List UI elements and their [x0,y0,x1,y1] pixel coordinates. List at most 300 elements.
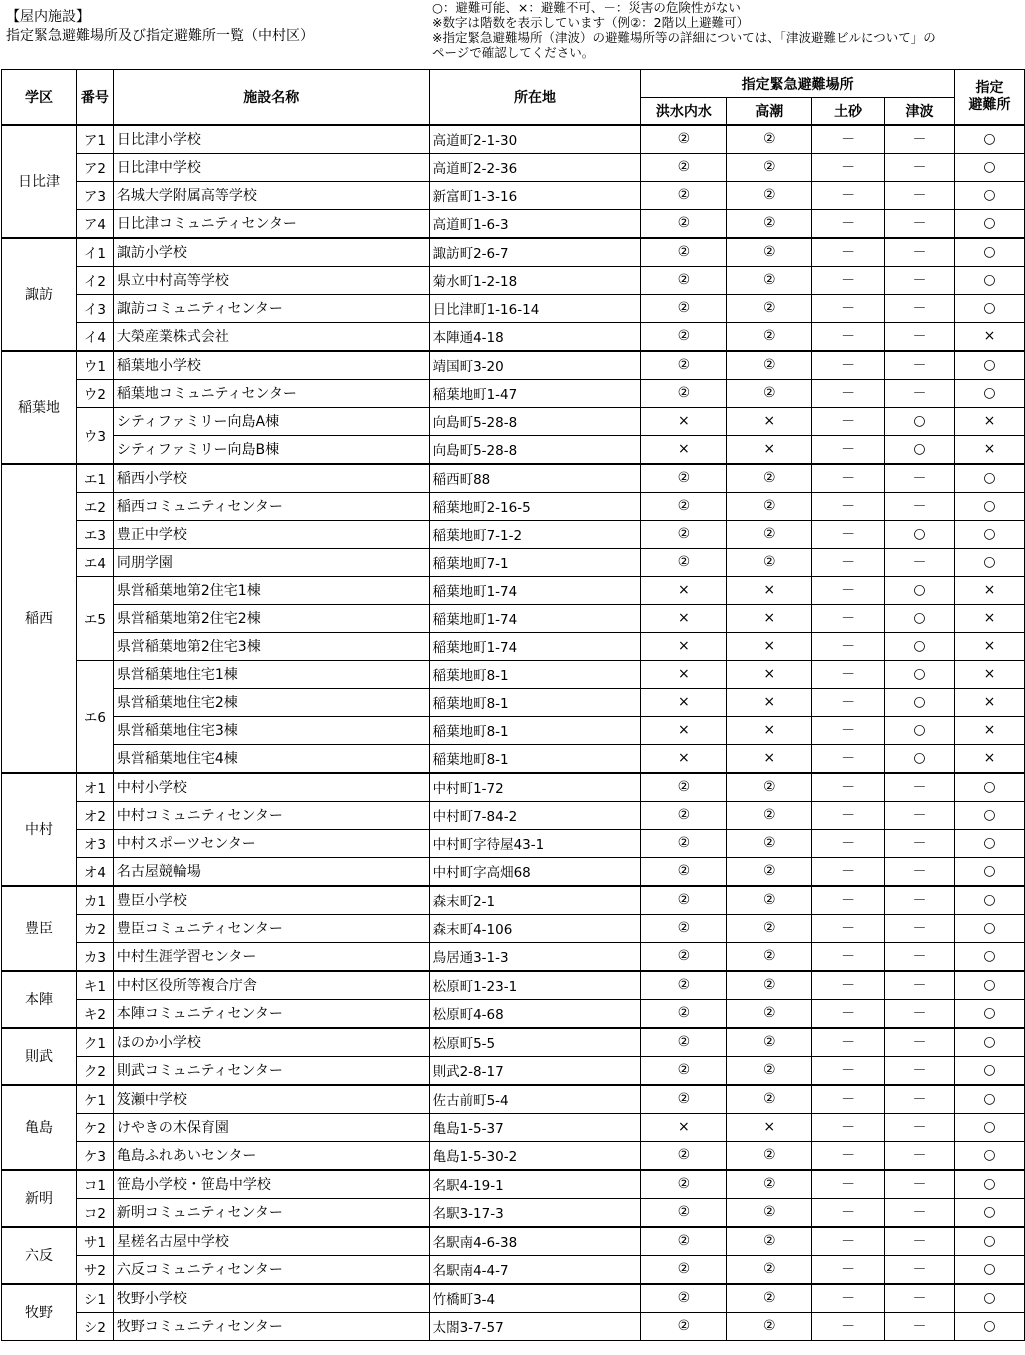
landslide-cell: － [812,1085,885,1114]
tide-cell: × [727,744,812,773]
shelter-cell: × [954,688,1024,716]
table-row [2,886,1025,915]
number-cell: キ1 [76,971,113,1000]
address-cell: 高道町2-1-30 [429,125,641,154]
flood-cell: ② [641,886,727,915]
address-cell: 稲葉地町8-1 [429,716,641,744]
landslide-cell: － [812,576,885,604]
address-cell: 向島町5-28-8 [429,407,641,435]
tsunami-cell: － [885,153,955,181]
facility-name-cell: 県営稲葉地住宅2棟 [113,688,429,716]
table-row [2,576,1025,604]
landslide-cell: － [812,660,885,688]
note-floor: ※数字は階数を表示しています（例②：2階以上避難可） [432,15,750,30]
table-row [2,266,1025,294]
flood-cell: ② [641,1085,727,1114]
facility-name-cell: 則武コミュニティセンター [113,1056,429,1085]
district-cell: 稲葉地 [2,351,77,464]
tide-cell: × [727,407,812,435]
facility-name-cell: 牧野小学校 [113,1284,429,1313]
landslide-cell: － [812,435,885,464]
note-tsunami: ※指定緊急避難場所（津波）の避難場所等の詳細については、「津波避難ビルについて」の [432,30,936,45]
flood-cell: ② [641,209,727,238]
district-cell: 牧野 [2,1284,77,1341]
table-row [2,464,1025,493]
landslide-cell: － [812,914,885,942]
flood-cell: ② [641,322,727,351]
tide-cell: ② [727,1028,812,1057]
tsunami-cell: － [885,1198,955,1227]
landslide-cell: － [812,379,885,407]
facility-name-cell: けやきの木保育園 [113,1113,429,1141]
col-shelter-line2: 避難所 [968,96,1011,113]
shelter-table [1,69,1025,1341]
flood-cell: ② [641,153,727,181]
number-cell: エ1 [76,464,113,493]
number-cell: ア3 [76,181,113,209]
landslide-cell: － [812,181,885,209]
address-cell: 稲葉地町7-1 [429,548,641,576]
facility-name-cell: 県営稲葉地住宅4棟 [113,744,429,773]
flood-cell: ② [641,914,727,942]
flood-cell: ② [641,1028,727,1057]
address-cell: 佐古前町5-4 [429,1085,641,1114]
tide-cell: ② [727,548,812,576]
flood-cell: × [641,407,727,435]
tide-cell: ② [727,857,812,886]
table-row [2,1085,1025,1114]
facility-name-cell: 県立中村高等学校 [113,266,429,294]
facility-name-cell: 豊正中学校 [113,520,429,548]
table-row [2,125,1025,154]
tsunami-cell: － [885,181,955,209]
facility-name-cell: 諏訪コミュニティセンター [113,294,429,322]
landslide-cell: － [812,632,885,660]
landslide-cell: － [812,464,885,493]
address-cell: 松原町5-5 [429,1028,641,1057]
shelter-cell: × [954,322,1024,351]
address-cell: 名駅4-19-1 [429,1170,641,1199]
tsunami-cell: － [885,1170,955,1199]
number-cell: コ2 [76,1198,113,1227]
landslide-cell: － [812,238,885,267]
col-shelter [954,70,1024,125]
tsunami-cell: － [885,857,955,886]
tsunami-cell: － [885,266,955,294]
landslide-cell: － [812,492,885,520]
tsunami-cell: － [885,379,955,407]
table-row [2,773,1025,802]
tsunami-cell: － [885,1113,955,1141]
facility-name-cell: 中村生涯学習センター [113,942,429,971]
table-row [2,520,1025,548]
facility-name-cell: 豊臣コミュニティセンター [113,914,429,942]
tide-cell: ② [727,125,812,154]
tsunami-cell: ○ [885,688,955,716]
section-label: 【屋内施設】 [6,9,90,25]
table-row [2,660,1025,688]
table-row [2,801,1025,829]
flood-cell: ② [641,266,727,294]
table-row [2,1028,1025,1057]
landslide-cell: － [812,942,885,971]
shelter-cell: ○ [954,857,1024,886]
tide-cell: ② [727,914,812,942]
landslide-cell: － [812,1198,885,1227]
flood-cell: ② [641,379,727,407]
flood-cell: ② [641,1227,727,1256]
tide-cell: ② [727,1141,812,1170]
address-cell: 稲葉地町1-47 [429,379,641,407]
landslide-cell: － [812,1284,885,1313]
flood-cell: × [641,435,727,464]
table-row [2,1227,1025,1256]
facility-name-cell: 同朋学園 [113,548,429,576]
tsunami-cell: － [885,1085,955,1114]
tsunami-cell: － [885,548,955,576]
note-tsunami-cont: ページで確認してください。 [432,45,595,60]
flood-cell: ② [641,181,727,209]
facility-name-cell: 大榮産業株式会社 [113,322,429,351]
facility-name-cell: 亀島ふれあいセンター [113,1141,429,1170]
tide-cell: ② [727,294,812,322]
facility-name-cell: 日比津コミュニティセンター [113,209,429,238]
col-district: 学区 [2,70,77,125]
facility-name-cell: 県営稲葉地第2住宅2棟 [113,604,429,632]
address-cell: 名駅3-17-3 [429,1198,641,1227]
shelter-cell: × [954,716,1024,744]
number-cell: イ3 [76,294,113,322]
address-cell: 稲葉地町8-1 [429,660,641,688]
number-cell: オ1 [76,773,113,802]
tsunami-cell: － [885,801,955,829]
table-row [2,914,1025,942]
shelter-cell: ○ [954,1227,1024,1256]
shelter-cell: ○ [954,266,1024,294]
table-row [2,1056,1025,1085]
tsunami-cell: ○ [885,632,955,660]
tide-cell: ② [727,971,812,1000]
landslide-cell: － [812,773,885,802]
tsunami-cell: － [885,238,955,267]
facility-name-cell: 名城大学附属高等学校 [113,181,429,209]
tsunami-cell: － [885,942,955,971]
facility-name-cell: シティファミリー向島B棟 [113,435,429,464]
shelter-cell: ○ [954,1312,1024,1340]
table-row [2,322,1025,351]
address-cell: 亀島1-5-30-2 [429,1141,641,1170]
district-cell: 稲西 [2,464,77,773]
tide-cell: ② [727,1284,812,1313]
table-row [2,492,1025,520]
flood-cell: × [641,716,727,744]
facility-name-cell: 県営稲葉地住宅3棟 [113,716,429,744]
flood-cell: ② [641,520,727,548]
shelter-cell: × [954,407,1024,435]
address-cell: 稲葉地町2-16-5 [429,492,641,520]
landslide-cell: － [812,829,885,857]
tide-cell: × [727,688,812,716]
tsunami-cell: － [885,322,955,351]
shelter-cell: ○ [954,209,1024,238]
facility-name-cell: 稲葉地コミュニティセンター [113,379,429,407]
tsunami-cell: － [885,1028,955,1057]
page-header [6,8,314,46]
tide-cell: ② [727,379,812,407]
tsunami-cell: － [885,1056,955,1085]
tide-cell: ② [727,520,812,548]
tide-cell: ② [727,266,812,294]
number-cell: カ1 [76,886,113,915]
flood-cell: × [641,744,727,773]
flood-cell: ② [641,351,727,380]
landslide-cell: － [812,351,885,380]
district-cell: 亀島 [2,1085,77,1170]
shelter-cell: ○ [954,1284,1024,1313]
tsunami-cell: － [885,464,955,493]
col-shelter-line1: 指定 [975,79,1004,96]
landslide-cell: － [812,520,885,548]
tide-cell: ② [727,1312,812,1340]
address-cell: 稲葉地町1-74 [429,576,641,604]
tide-cell: ② [727,351,812,380]
tide-cell: ② [727,1170,812,1199]
landslide-cell: － [812,548,885,576]
landslide-cell: － [812,407,885,435]
table-row [2,1141,1025,1170]
shelter-cell: ○ [954,1056,1024,1085]
table-row [2,1198,1025,1227]
address-cell: 新富町1-3-16 [429,181,641,209]
table-row [2,857,1025,886]
flood-cell: ② [641,942,727,971]
shelter-cell: ○ [954,464,1024,493]
address-cell: 松原町1-23-1 [429,971,641,1000]
address-cell: 中村町字高畑68 [429,857,641,886]
flood-cell: ② [641,1255,727,1284]
table-row [2,435,1025,464]
flood-cell: ② [641,125,727,154]
shelter-cell: ○ [954,238,1024,267]
number-cell: ケ3 [76,1141,113,1170]
landslide-cell: － [812,688,885,716]
table-row [2,548,1025,576]
number-cell: エ4 [76,548,113,576]
shelter-cell: × [954,744,1024,773]
number-cell: ア1 [76,125,113,154]
shelter-cell: ○ [954,999,1024,1028]
address-cell: 本陣通4-18 [429,322,641,351]
address-cell: 日比津町1-16-14 [429,294,641,322]
landslide-cell: － [812,294,885,322]
landslide-cell: － [812,153,885,181]
shelter-cell: ○ [954,942,1024,971]
number-cell: ク2 [76,1056,113,1085]
shelter-cell: ○ [954,294,1024,322]
address-cell: 中村町字待屋43-1 [429,829,641,857]
facility-name-cell: 県営稲葉地第2住宅3棟 [113,632,429,660]
table-row [2,1284,1025,1313]
shelter-cell: ○ [954,829,1024,857]
address-cell: 竹橋町3-4 [429,1284,641,1313]
table-row [2,181,1025,209]
landslide-cell: － [812,971,885,1000]
tsunami-cell: － [885,773,955,802]
tsunami-cell: － [885,886,955,915]
tsunami-cell: － [885,1284,955,1313]
landslide-cell: － [812,1141,885,1170]
district-cell: 豊臣 [2,886,77,971]
flood-cell: ② [641,829,727,857]
district-cell: 則武 [2,1028,77,1085]
tsunami-cell: ○ [885,435,955,464]
shelter-cell: ○ [954,1198,1024,1227]
table-row [2,1255,1025,1284]
facility-name-cell: 中村スポーツセンター [113,829,429,857]
shelter-cell: ○ [954,520,1024,548]
district-cell: 新明 [2,1170,77,1227]
table-row [2,999,1025,1028]
tide-cell: ② [727,492,812,520]
facility-name-cell: 稲西コミュニティセンター [113,492,429,520]
address-cell: 名駅南4-4-7 [429,1255,641,1284]
table-body [2,125,1025,1341]
table-row [2,971,1025,1000]
address-cell: 名駅南4-6-38 [429,1227,641,1256]
tide-cell: ② [727,209,812,238]
landslide-cell: － [812,716,885,744]
table-row [2,632,1025,660]
tsunami-cell: － [885,209,955,238]
number-cell: エ2 [76,492,113,520]
facility-name-cell: シティファミリー向島A棟 [113,407,429,435]
table-row [2,1113,1025,1141]
number-cell: イ1 [76,238,113,267]
facility-name-cell: 中村小学校 [113,773,429,802]
flood-cell: × [641,604,727,632]
flood-cell: ② [641,773,727,802]
shelter-cell: ○ [954,914,1024,942]
flood-cell: ② [641,1141,727,1170]
facility-name-cell: 星槎名古屋中学校 [113,1227,429,1256]
flood-cell: ② [641,294,727,322]
number-cell: エ3 [76,520,113,548]
address-cell: 稲葉地町1-74 [429,632,641,660]
number-cell: ア2 [76,153,113,181]
number-cell: イ4 [76,322,113,351]
tide-cell: ② [727,942,812,971]
flood-cell: × [641,576,727,604]
landslide-cell: － [812,1113,885,1141]
facility-name-cell: 諏訪小学校 [113,238,429,267]
landslide-cell: － [812,604,885,632]
table-row [2,1170,1025,1199]
tide-cell: ② [727,1056,812,1085]
number-cell: コ1 [76,1170,113,1199]
tsunami-cell: ○ [885,604,955,632]
tsunami-cell: ○ [885,744,955,773]
flood-cell: ② [641,1170,727,1199]
address-cell: 稲葉地町8-1 [429,744,641,773]
address-cell: 亀島1-5-37 [429,1113,641,1141]
number-cell: ケ1 [76,1085,113,1114]
facility-name-cell: 笈瀬中学校 [113,1085,429,1114]
tsunami-cell: ○ [885,716,955,744]
address-cell: 松原町4-68 [429,999,641,1028]
number-cell: ケ2 [76,1113,113,1141]
flood-cell: ② [641,1056,727,1085]
flood-cell: ② [641,238,727,267]
landslide-cell: － [812,1028,885,1057]
facility-name-cell: 豊臣小学校 [113,886,429,915]
facility-name-cell: 稲西小学校 [113,464,429,493]
facility-name-cell: 県営稲葉地第2住宅1棟 [113,576,429,604]
shelter-cell: ○ [954,1141,1024,1170]
shelter-cell: ○ [954,886,1024,915]
number-cell: シ2 [76,1312,113,1340]
table-row [2,379,1025,407]
shelter-cell: ○ [954,1113,1024,1141]
landslide-cell: － [812,999,885,1028]
flood-cell: × [641,632,727,660]
shelter-cell: ○ [954,181,1024,209]
flood-cell: ② [641,1198,727,1227]
shelter-cell: ○ [954,153,1024,181]
tsunami-cell: － [885,125,955,154]
tide-cell: ② [727,886,812,915]
number-cell: エ5 [76,576,113,660]
tide-cell: ② [727,322,812,351]
address-cell: 森末町2-1 [429,886,641,915]
number-cell: サ2 [76,1255,113,1284]
shelter-cell: ○ [954,492,1024,520]
tsunami-cell: － [885,1255,955,1284]
facility-name-cell: 日比津小学校 [113,125,429,154]
facility-name-cell: 笹島小学校・笹島中学校 [113,1170,429,1199]
landslide-cell: － [812,1255,885,1284]
flood-cell: ② [641,492,727,520]
district-cell: 中村 [2,773,77,886]
facility-name-cell: 六反コミュニティセンター [113,1255,429,1284]
landslide-cell: － [812,857,885,886]
number-cell: ア4 [76,209,113,238]
landslide-cell: － [812,886,885,915]
shelter-cell: × [954,632,1024,660]
address-cell: 太閤3-7-57 [429,1312,641,1340]
address-cell: 向島町5-28-8 [429,435,641,464]
table-row [2,744,1025,773]
table-row [2,604,1025,632]
table-row [2,942,1025,971]
address-cell: 則武2-8-17 [429,1056,641,1085]
flood-cell: ② [641,464,727,493]
tide-cell: ② [727,181,812,209]
shelter-cell: ○ [954,379,1024,407]
address-cell: 稲西町88 [429,464,641,493]
address-cell: 高道町2-2-36 [429,153,641,181]
tide-cell: ② [727,829,812,857]
flood-cell: ② [641,1284,727,1313]
address-cell: 稲葉地町7-1-2 [429,520,641,548]
tide-cell: ② [727,1085,812,1114]
number-cell: ク1 [76,1028,113,1057]
landslide-cell: － [812,266,885,294]
facility-name-cell: 稲葉地小学校 [113,351,429,380]
number-cell: キ2 [76,999,113,1028]
number-cell: カ3 [76,942,113,971]
flood-cell: × [641,1113,727,1141]
shelter-cell: × [954,576,1024,604]
